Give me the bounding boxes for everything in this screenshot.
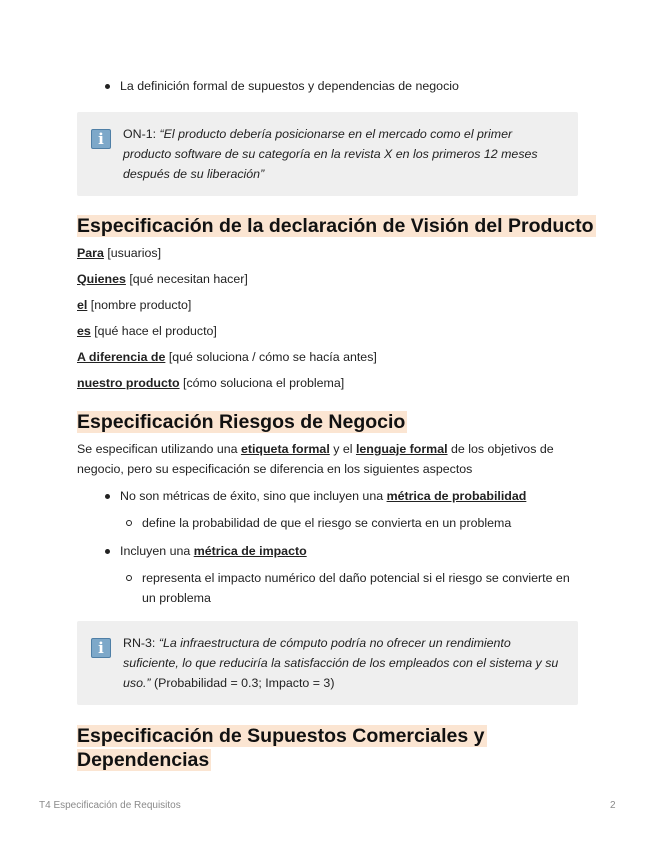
callout-suffix: (Probabilidad = 0.3; Impacto = 3) — [150, 676, 335, 690]
vision-line-es: es [qué hace el producto] — [77, 324, 217, 338]
list-item — [77, 76, 578, 96]
list-item: No son métricas de éxito, sino que incluyen una métrica de probabilidad define la probabilidad de que el riesgo se convierta en un problema — [77, 486, 578, 533]
callout-quote: “La infraestructura de cómputo podría no ofrecer un rendimiento suficiente, lo que reduciría la satisfacción de los empleados con el sistema y su uso.” — [123, 636, 559, 690]
section-heading-risks: Especificación Riesgos de Negocio — [77, 411, 406, 433]
section-heading-assumptions: Especificación de Supuestos Comerciales y Dependencias — [77, 725, 485, 771]
info-icon: i — [91, 638, 111, 658]
vision-line-producto: nuestro producto [cómo soluciona el problema] — [77, 376, 345, 390]
sub-list — [120, 568, 578, 608]
section-heading-vision: Especificación de la declaración de Visión del Producto — [77, 215, 594, 237]
sub-list-item: representa el impacto numérico del daño potencial si el riesgo se convierte en un problema — [120, 568, 578, 608]
intro-list — [77, 76, 578, 96]
list-item: Incluyen una métrica de impacto representa el impacto numérico del daño potencial si el riesgo se convierte en un problema — [77, 541, 578, 608]
risks-list — [77, 486, 578, 608]
list-item-text: La definición formal de supuestos y dependencias de negocio — [120, 79, 459, 93]
callout-quote: “El producto debería posicionarse en el mercado como el primer producto software de su categoría en la revista X en los primeros 12 meses después de su liberación” — [123, 127, 538, 181]
vision-line-diferencia: A diferencia de [qué soluciona / cómo se hacía antes] — [77, 350, 377, 364]
vision-line-el: el [nombre producto] — [77, 298, 192, 312]
footer-title: T4 Especificación de Requisitos — [39, 800, 181, 811]
vision-line-para: Para [usuarios] — [77, 246, 162, 260]
callout-prefix: ON-1: — [123, 127, 160, 141]
sub-list-item: define la probabilidad de que el riesgo se convierta en un problema — [120, 513, 578, 533]
vision-line-quienes: Quienes [qué necesitan hacer] — [77, 272, 248, 286]
risks-intro-paragraph: Se especifican utilizando una etiqueta formal y el lenguaje formal de los objetivos de negocio, pero su especificación se diferencia en los siguientes aspectos — [77, 442, 554, 476]
vision-template — [77, 243, 578, 393]
sub-list — [120, 513, 578, 533]
callout-prefix: RN-3: — [123, 636, 159, 650]
page-number: 2 — [610, 800, 616, 811]
callout-on1 — [77, 112, 578, 196]
callout-rn3 — [77, 621, 578, 705]
info-icon: i — [91, 129, 111, 149]
